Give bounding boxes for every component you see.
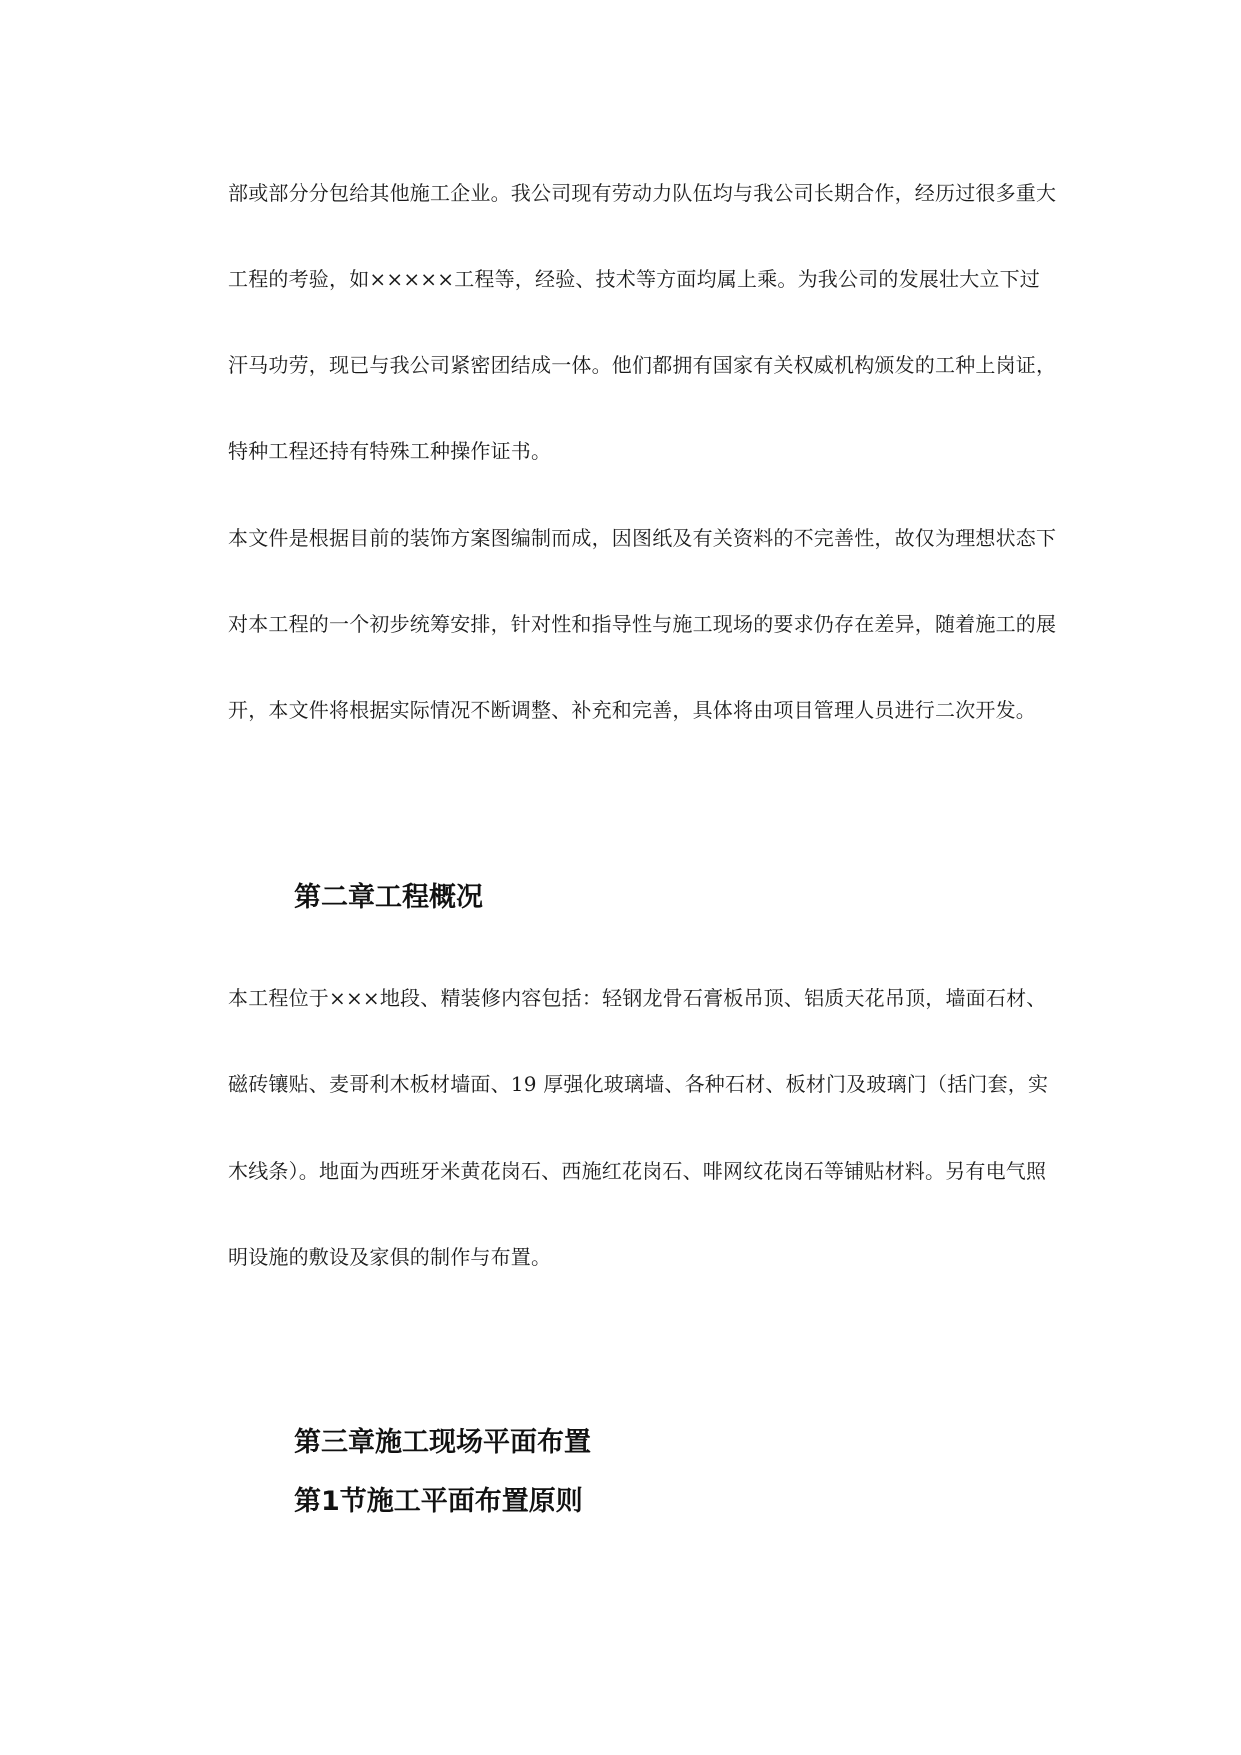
paragraph-1-line-2: 工程的考验，如×××××工程等，经验、技术等方面均属上乘。为我公司的发展壮大立下过 bbox=[228, 267, 1040, 291]
chapter-2-line-4: 明设施的敷设及家俱的制作与布置。 bbox=[228, 1245, 552, 1269]
chapter-3-heading: 第三章施工现场平面布置 bbox=[294, 1427, 591, 1458]
paragraph-2-line-3: 开，本文件将根据实际情况不断调整、补充和完善，具体将由项目管理人员进行二次开发。 bbox=[228, 698, 1036, 722]
paragraph-2-line-2: 对本工程的一个初步统筹安排，针对性和指导性与施工现场的要求仍存在差异，随着施工的展 bbox=[228, 612, 1057, 636]
section-1-heading: 第1节施工平面布置原则 bbox=[294, 1486, 583, 1517]
paragraph-1-line-4: 特种工程还持有特殊工种操作证书。 bbox=[228, 439, 552, 463]
chapter-2-line-1: 本工程位于×××地段、精装修内容包括：轻钢龙骨石膏板吊顶、铝质天花吊顶，墙面石材、 bbox=[228, 986, 1047, 1010]
chapter-2-heading: 第二章工程概况 bbox=[294, 882, 483, 913]
paragraph-1-line-3: 汗马功劳，现已与我公司紧密团结成一体。他们都拥有国家有关权威机构颁发的工种上岗证， bbox=[228, 353, 1057, 377]
chapter-2-line-2: 磁砖镶贴、麦哥利木板材墙面、19 厚强化玻璃墙、各种石材、板材门及玻璃门（括门套，实 bbox=[228, 1072, 1049, 1096]
paragraph-2-line-1: 本文件是根据目前的装饰方案图编制而成，因图纸及有关资料的不完善性，故仅为理想状态下 bbox=[228, 526, 1057, 550]
chapter-2-line-3: 木线条）。地面为西班牙米黄花岗石、西施红花岗石、啡网纹花岗石等铺贴材料。另有电气照 bbox=[228, 1159, 1047, 1183]
paragraph-1-line-1: 部或部分分包给其他施工企业。我公司现有劳动力队伍均与我公司长期合作，经历过很多重大 bbox=[228, 181, 1057, 205]
